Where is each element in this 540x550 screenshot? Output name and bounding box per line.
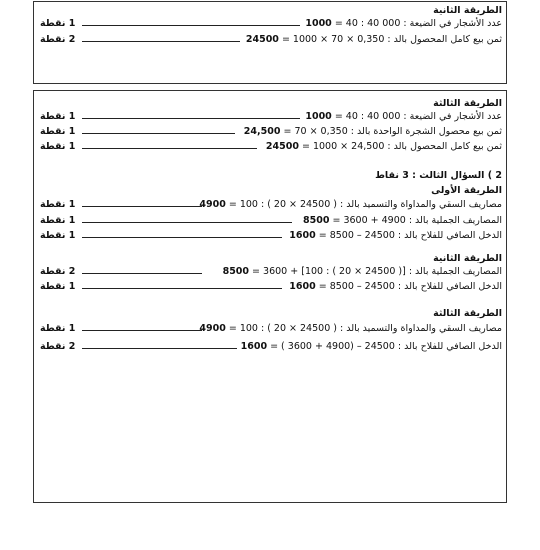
heading-method-2: الطريقة الثانية — [433, 253, 502, 264]
points-label: 1 نقطة — [40, 230, 76, 241]
heading-row — [40, 252, 502, 265]
heading-row — [40, 4, 502, 17]
answer-text: ثمن بيع محصول الشجرة الواحدة بالد : 0,350 × 70 = 24,500 — [243, 126, 502, 137]
answer-text: الدخل الصافي للفلاح بالد : 24500 – 8500 = 1600 — [289, 230, 502, 241]
dotted-leader — [82, 25, 300, 26]
heading-method-3: الطريقة الثالثة — [433, 308, 502, 319]
dotted-leader — [82, 118, 300, 119]
heading-row — [40, 97, 502, 110]
answer-line — [40, 229, 502, 242]
answer-text: ثمن بيع كامل المحصول بالد : 24,500 × 1000 = 24500 — [265, 141, 502, 152]
points-label: 2 نقطة — [40, 341, 76, 352]
dotted-leader — [82, 206, 202, 207]
answer-line — [40, 198, 502, 211]
answer-line — [40, 17, 502, 30]
points-label: 1 نقطة — [40, 126, 76, 137]
points-label: 1 نقطة — [40, 111, 76, 122]
dotted-leader — [82, 273, 202, 274]
answer-line — [40, 110, 502, 123]
points-label: 2 نقطة — [40, 266, 76, 277]
answer-line — [40, 340, 502, 353]
dotted-leader — [82, 41, 240, 42]
points-label: 1 نقطة — [40, 18, 76, 29]
answer-line — [40, 33, 502, 46]
answer-text: عدد الأشجار في الضيعة : 000 40 : 40 = 1000 — [305, 111, 502, 122]
heading-method-2: الطريقة الثانية — [433, 5, 502, 16]
answer-text: عدد الأشجار في الضيعة : 000 40 : 40 = 1000 — [305, 18, 502, 29]
dotted-leader — [82, 148, 257, 149]
answer-text: الدخل الصافي للفلاح بالد : 24500 – 8500 = 1600 — [289, 281, 502, 292]
points-label: 1 نقطة — [40, 199, 76, 210]
question-3-heading: 2 ) السؤال الثالث : 3 نقاط — [375, 170, 502, 181]
heading-method-1: الطريقة الأولى — [431, 185, 502, 196]
points-label: 1 نقطة — [40, 323, 76, 334]
dotted-leader — [82, 237, 282, 238]
heading-row — [40, 184, 502, 197]
dotted-leader — [82, 288, 282, 289]
answer-text: الدخل الصافي للفلاح بالد : 24500 – (4900 + 3600 ) = 1600 — [240, 341, 502, 352]
dotted-leader — [82, 222, 292, 223]
dotted-leader — [82, 348, 237, 349]
heading-row — [40, 307, 502, 320]
answer-text: مصاريف السقي والمداواة والتسميد بالد : ( 24500 × 20 ) : 100 = 4900 — [199, 323, 502, 334]
answer-text: ثمن بيع كامل المحصول بالد : 0,350 × 70 × 1000 = 24500 — [245, 34, 502, 45]
answer-text: المصاريف الجملية بالد : 4900 + 3600 = 8500 — [302, 215, 502, 226]
dotted-leader — [82, 330, 202, 331]
heading-method-3: الطريقة الثالثة — [433, 98, 502, 109]
points-label: 2 نقطة — [40, 34, 76, 45]
answer-text: المصاريف الجملية بالد : [( 24500 × 20 ) : 100] + 3600 = 8500 — [222, 266, 502, 277]
points-label: 1 نقطة — [40, 281, 76, 292]
points-label: 1 نقطة — [40, 215, 76, 226]
points-label: 1 نقطة — [40, 141, 76, 152]
answer-line — [40, 322, 502, 335]
answer-line — [40, 140, 502, 153]
answer-line — [40, 280, 502, 293]
dotted-leader — [82, 133, 235, 134]
answer-line — [40, 125, 502, 138]
answer-line — [40, 214, 502, 227]
answer-line — [40, 265, 502, 278]
answer-text: مصاريف السقي والمداواة والتسميد بالد : ( 24500 × 20 ) : 100 = 4900 — [199, 199, 502, 210]
heading-row — [40, 169, 502, 182]
